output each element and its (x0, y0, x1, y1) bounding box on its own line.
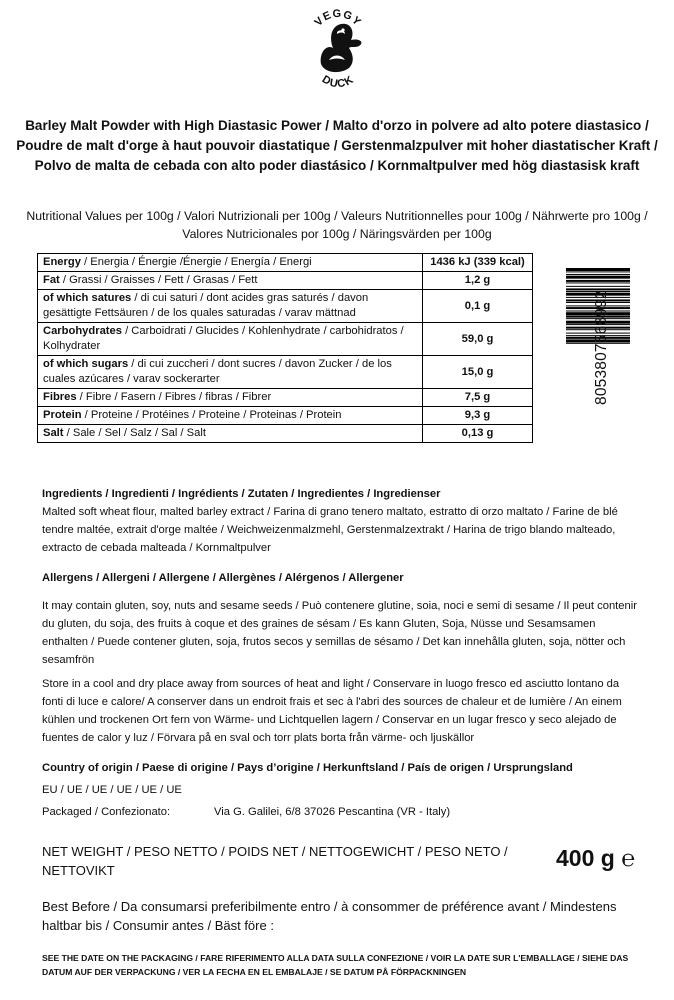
allergens-text: It may contain gluten, soy, nuts and sesame seeds / Può contenere glutine, soia, noci e semi di sesame / Il peut contenir du gluten, du soja, des fruits à coque et des graines de sésam / Es kann Gluten, Soja, Nüsse und Sesamsamen enthalten / Puede contener gluten, soja, frutos secos y semillas de sésamo / Det kan innehålla gluten, soja, nötter och sesamfrön (42, 600, 637, 666)
nutrition-label (38, 425, 423, 443)
nutrition-label (38, 254, 423, 272)
nutrition-row (38, 425, 533, 443)
barcode-number: 8053807568992 (593, 290, 610, 405)
packaged-label: Packaged / Confezionato: (42, 806, 171, 818)
nutrition-row (38, 272, 533, 290)
barcode-bar (566, 276, 630, 279)
nutrition-term: Energy (43, 256, 81, 268)
nutrition-label (38, 407, 423, 425)
nutrition-translations: / Carboidrati / Glucides / Kohlenhydrate / carbohidratos / Kolhydrater (43, 325, 404, 352)
nutrition-value: 1436 kJ (339 kcal) (423, 254, 533, 272)
nutrition-label (38, 356, 423, 389)
nutrition-row (38, 407, 533, 425)
net-weight-label: NET WEIGHT / PESO NETTO / POIDS NET / NETTOGEWICHT / PESO NETO / NETTOVIKT (42, 844, 508, 878)
nutrition-table (37, 253, 533, 443)
nutrition-row (38, 290, 533, 323)
ingredients-section (42, 485, 642, 557)
nutrition-label (38, 389, 423, 407)
nutrition-value: 0,1 g (423, 290, 533, 323)
barcode-bar (566, 268, 630, 271)
nutrition-row (38, 389, 533, 407)
nutrition-translations: / Sale / Sel / Salz / Sal / Salt (63, 427, 206, 439)
allergens-section (42, 569, 642, 669)
barcode-bar (566, 286, 630, 287)
barcode-bar (566, 274, 630, 275)
allergens-heading: Allergens / Allergeni / Allergene / Allergènes / Alérgenos / Allergener (42, 572, 404, 584)
nutrition-label (38, 290, 423, 323)
nutrition-translations: / di cui zuccheri / dont sucres / davon Zucker / de los cuales azúcares / varav sockerarter (43, 358, 392, 385)
logo-text-top: VEGGY (312, 7, 364, 29)
nutrition-term: of which satures (43, 292, 132, 304)
nutrition-value: 0,13 g (423, 425, 533, 443)
nutrition-term: Salt (43, 427, 64, 439)
origin-value: EU / UE / UE / UE / UE / UE (42, 784, 182, 796)
logo-text-bottom: DUCK (319, 73, 357, 91)
nutrition-row (38, 323, 533, 356)
barcode-bar (566, 271, 630, 272)
nutrition-label (38, 272, 423, 290)
net-weight-value: 400 g ℮ (556, 845, 636, 871)
barcode-bar (566, 280, 630, 282)
footer-note: SEE THE DATE ON THE PACKAGING / FARE RIFERIMENTO ALLA DATA SULLA CONFEZIONE / VOIR LA DATE SUR L'EMBALLAGE / SIEHE DAS DATUM AUF DER VERPACKUNG / VER LA FECHA EN EL EMBALAJE / SE DATUM PÅ FÖRPACKNINGEN (42, 953, 629, 977)
svg-text:DUCK (320, 73, 356, 90)
nutrition-term: Fibres (43, 391, 77, 403)
nutrition-row (38, 254, 533, 272)
veggy-duck-logo (307, 4, 369, 92)
origin-section (42, 759, 642, 821)
best-before-text: Best Before / Da consumarsi preferibilmente entro / à consommer de préférence avant / Mindestens haltbar bis / Consumir antes / Bäst före : (42, 899, 617, 933)
ingredients-text: Malted soft wheat flour, malted barley extract / Farina di grano tenero maltato, estratto di orzo maltato / Farine de blé tendre maltée, extrait d'orge maltée / Weichweizenmalzmehl, Gerstenmalzextrakt / Harina de trigo blando malteado, extracto de cebada malteada / Kornmaltpulver (42, 506, 618, 554)
nutrition-value: 1,2 g (423, 272, 533, 290)
nutrition-term: of which sugars (43, 358, 129, 370)
product-title: Barley Malt Powder with High Diastasic Power / Malto d'orzo in polvere ad alto potere diastasico / Poudre de malt d'orge à haut pouvoir diastatique / Gerstenmalzpulver mit hoher diastatischer Kraft / Polvo de malta de cebada con alto poder diastásico / Kornmaltpulver med hög diastasisk kraft (16, 118, 658, 173)
barcode-bar (566, 282, 630, 283)
nutrition-label (38, 323, 423, 356)
nutrition-header: Nutritional Values per 100g / Valori Nutrizionali per 100g / Valeurs Nutritionnelles pour 100g / Nährwerte pro 100g / Valores Nutricionales por 100g / Näringsvärden per 100g (26, 209, 648, 241)
nutrition-translations: / Grassi / Graisses / Fett / Grasas / Fett (59, 274, 258, 286)
nutrition-value: 9,3 g (423, 407, 533, 425)
nutrition-row (38, 356, 533, 389)
storage-text: Store in a cool and dry place away from sources of heat and light / Conservare in luogo fresco ed asciutto lontano da fonti di luce e calore/ A conserver dans un endroit frais et sec à l'abri des sources de chaleur et de lumière / An einem kühlen und trockenen Ort fern von Wärme- und Lichtquellen lagern / Conservar en un lugar fresco y seco alejado de fuentes de calor y luz / Förvara på en sval och torr plats borta från värme- och ljuskällor (42, 678, 622, 744)
nutrition-translations: / Fibre / Fasern / Fibres / fibras / Fibrer (76, 391, 272, 403)
nutrition-value: 15,0 g (423, 356, 533, 389)
nutrition-term: Fat (43, 274, 60, 286)
nutrition-term: Protein (43, 409, 82, 421)
nutrition-translations: / Energia / Énergie /Énergie / Energía / Energi (80, 256, 312, 268)
packaged-address: Via G. Galilei, 6/8 37026 Pescantina (VR - Italy) (214, 806, 451, 818)
origin-heading: Country of origin / Paese di origine / Pays d’origine / Herkunftsland / País de origen / Ursprungsland (42, 762, 573, 774)
nutrition-translations: / Proteine / Protéines / Proteine / Proteinas / Protein (81, 409, 342, 421)
nutrition-value: 7,5 g (423, 389, 533, 407)
nutrition-term: Carbohydrates (43, 325, 122, 337)
nutrition-value: 59,0 g (423, 323, 533, 356)
nutrition-translations: / di cui saturi / dont acides gras saturés / davon gesättigte Fettsäuren / de los quales saturadas / varav mättnad (43, 292, 369, 319)
ingredients-heading: Ingredients / Ingredienti / Ingrédients / Zutaten / Ingredientes / Ingredienser (42, 488, 441, 500)
